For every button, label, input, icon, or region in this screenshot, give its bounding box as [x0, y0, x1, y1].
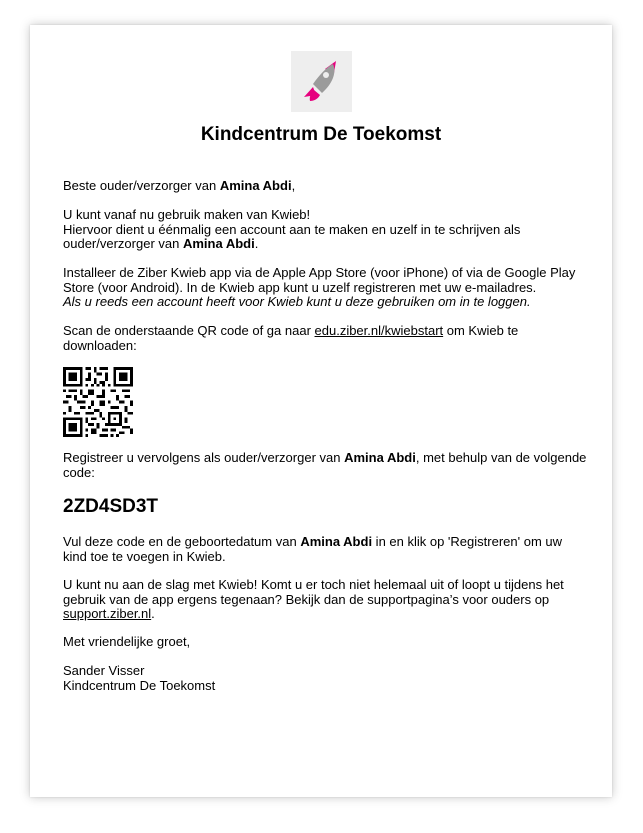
instructions-paragraph: Vul deze code en de geboortedatum van Amina Abdi in en klik op 'Registreren' om uw kind toe te voegen in Kwieb. [63, 534, 562, 564]
signature [63, 664, 588, 693]
signature-name: Sander Visser [63, 663, 145, 678]
support-paragraph: U kunt nu aan de slag met Kwieb! Komt u er toch niet helemaal uit of loopt u tijdens het gebruik van de app ergens tegenaan? Bekijk dan de supportpagina’s voor ouders op support.ziber.nl. [63, 577, 564, 621]
page-title: Kindcentrum De Toekomst [200, 124, 442, 145]
closing: Met vriendelijke groet, [63, 634, 191, 649]
registration-code: 2ZD4SD3T [63, 496, 159, 517]
child-name: Amina Abdi [344, 450, 416, 465]
scan-paragraph: Scan de onderstaande QR code of ga naar edu.ziber.nl/kwiebstart om Kwieb te downloaden: [63, 323, 519, 353]
qr-code [63, 367, 133, 437]
kwiebstart-link[interactable]: edu.ziber.nl/kwiebstart [314, 323, 444, 338]
child-name: Amina Abdi [300, 534, 373, 549]
greeting: Beste ouder/verzorger van Amina Abdi, [63, 178, 296, 193]
signature-organization: Kindcentrum De Toekomst [63, 677, 216, 693]
child-name: Amina Abdi [182, 236, 255, 251]
support-link[interactable]: support.ziber.nl [63, 606, 152, 621]
letter-page [30, 25, 612, 797]
child-name: Amina Abdi [219, 178, 292, 193]
intro-paragraph: U kunt vanaf nu gebruik maken van Kwieb! Hiervoor dient u éénmalig een account aan te maken en uzelf in te schrijven als ouder/verzorger van Amina Abdi. [63, 207, 521, 251]
install-note: Als u reeds een account heeft voor Kwieb kunt u deze gebruiken om in te loggen. [63, 294, 531, 309]
rocket-icon [291, 51, 352, 112]
register-paragraph: Registreer u vervolgens als ouder/verzorger van Amina Abdi, met behulp van de volgende code: [63, 450, 587, 480]
install-paragraph: Installeer de Ziber Kwieb app via de Apple App Store (voor iPhone) of via de Google Play Store (voor Android). In de Kwieb app kunt u uzelf registreren met uw e-mailadres. Als u reeds een account heeft voor Kwieb kunt u deze gebruiken om in te loggen. [63, 265, 576, 309]
logo [291, 51, 352, 112]
